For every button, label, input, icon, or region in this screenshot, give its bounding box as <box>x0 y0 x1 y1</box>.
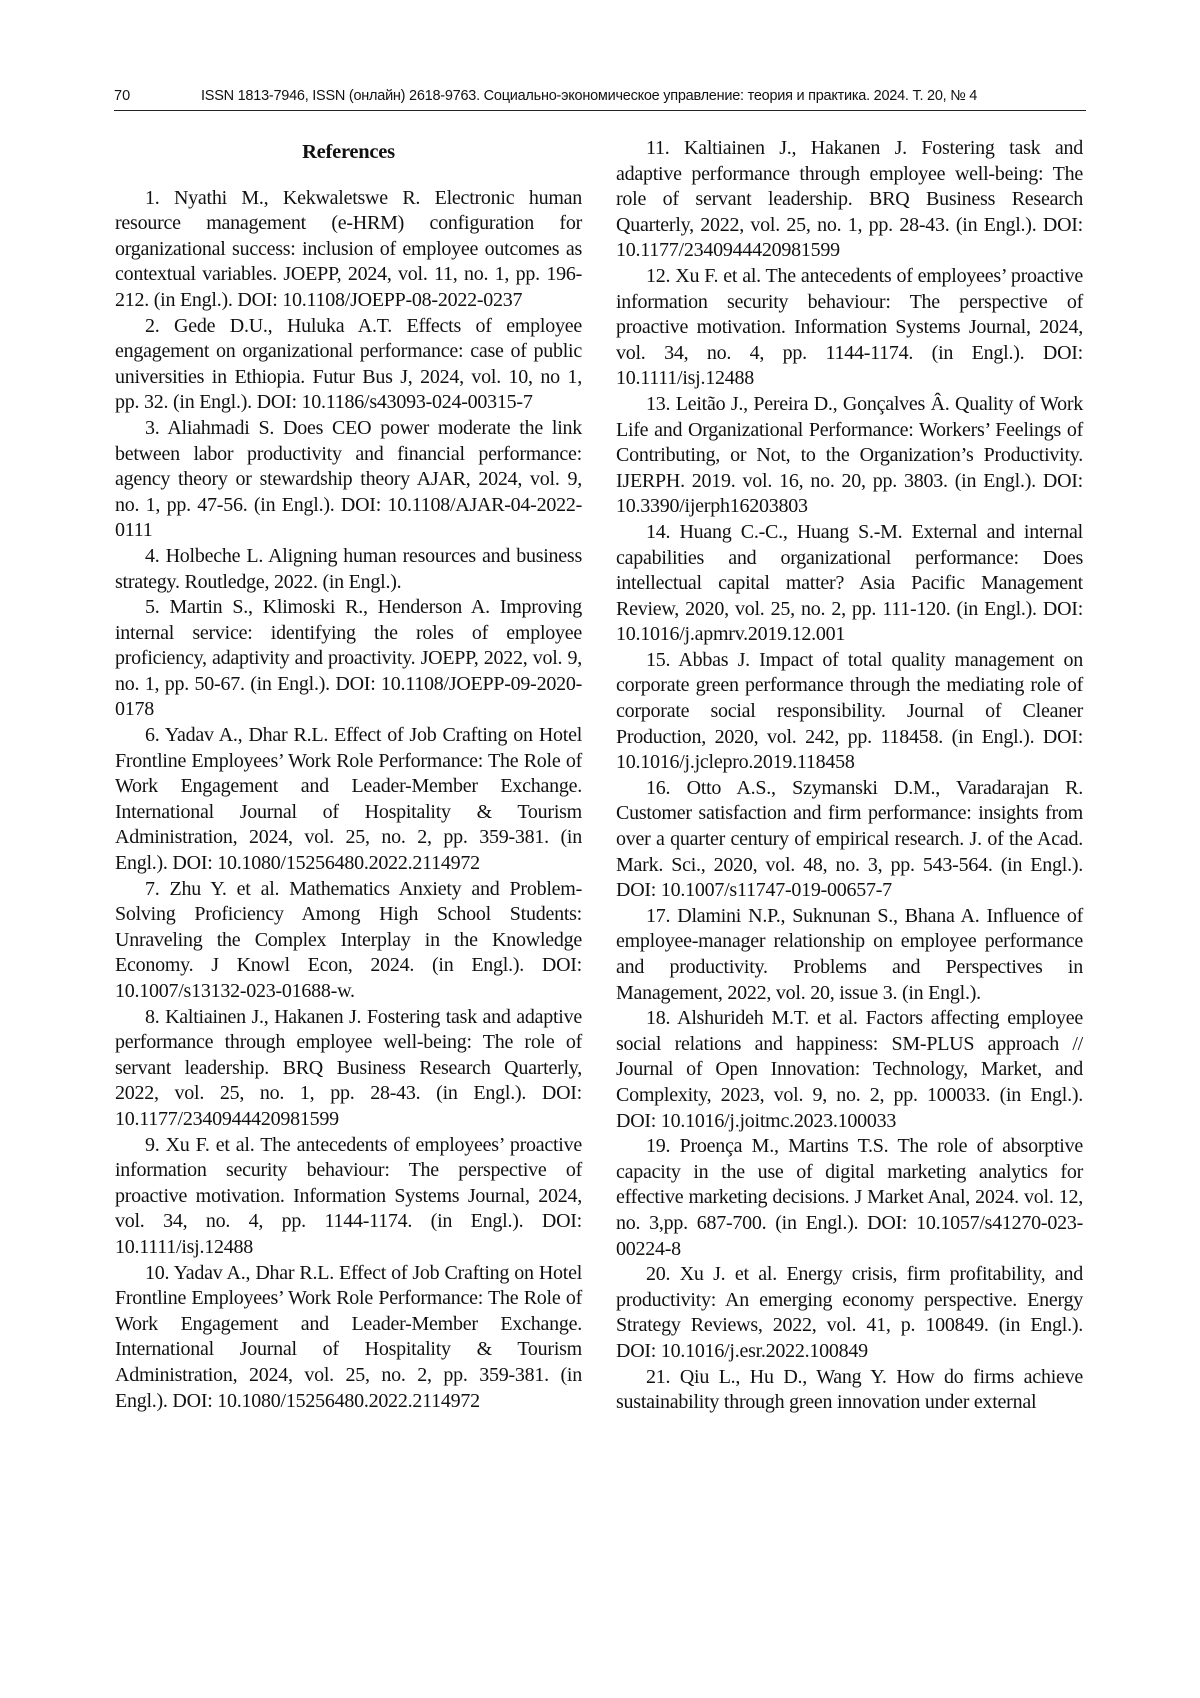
reference-item: 21. Qiu L., Hu D., Wang Y. How do firms achieve sustainability through green innovation under external <box>616 1365 1083 1414</box>
section-title: References <box>302 141 395 163</box>
reference-item: 18. Alshurideh M.T. et al. Factors affecting employee social relations and happiness: SM-PLUS approach // Journal of Open Innovation: Technology, Market, and Complexity, 2023, vol. 9, no. 2, pp. 100033. (in Engl.). DOI: 10.1016/j.joitmc.2023.100033 <box>616 1007 1083 1132</box>
reference-item: 19. Proença M., Martins T.S. The role of absorptive capacity in the use of digital marketing analytics for effective marketing decisions. J Market Anal, 2024. vol. 12, no. 3,pp. 687-700. (in Engl.). DOI: 10.1057/s41270-023-00224-8 <box>616 1135 1083 1260</box>
left-column <box>115 136 582 1414</box>
reference-item: 17. Dlamini N.P., Suknunan S., Bhana A. Influence of employee-manager relationship on employee performance and productivity. Problems and Perspectives in Management, 2022, vol. 20, issue 3. (in Engl.). <box>616 904 1083 1004</box>
reference-item: 3. Aliahmadi S. Does CEO power moderate the link between labor productivity and financial performance: agency theory or stewardship theory AJAR, 2024, vol. 9, no. 1, pp. 47-56. (in Engl.). DOI: 10.1108/AJAR-04-2022-0111 <box>115 416 582 542</box>
reference-item: 13. Leitão J., Pereira D., Gonçalves Â. Quality of Work Life and Organizational Performance: Workers’ Feelings of Contributing, or Not, to the Organization’s Productivity. IJERPH. 2019. vol. 16, no. 20, pp. 3803. (in Engl.). DOI: 10.3390/ijerph16203803 <box>616 392 1083 518</box>
right-column <box>616 136 1083 1416</box>
reference-item: 2. Gede D.U., Huluka A.T. Effects of employee engagement on organizational performance: case of public universities in Ethiopia. Futur Bus J, 2024, vol. 10, no 1, pp. 32. (in Engl.). DOI: 10.1186/s43093-024-00315-7 <box>115 314 582 414</box>
reference-item: 8. Kaltiainen J., Hakanen J. Fostering task and adaptive performance through employee well-being: The role of servant leadership. BRQ Business Research Quarterly, 2022, vol. 25, no. 1, pp. 28-43. (in Engl.). DOI: 10.1177/2340944420981599 <box>115 1005 582 1130</box>
journal-citation: ISSN 1813-7946, ISSN (онлайн) 2618-9763. Социально-экономическое управление: теория и практика. 2024. Т. 20, № 4 <box>201 88 978 104</box>
reference-item: 5. Martin S., Klimoski R., Henderson A. Improving internal service: identifying the roles of employee proficiency, adaptivity and proactivity. JOEPP, 2022, vol. 9, no. 1, pp. 50-67. (in Engl.). DOI: 10.1108/JOEPP-09-2020-0178 <box>115 596 582 721</box>
reference-item: 1. Nyathi M., Kekwaletswe R. Electronic human resource management (e-HRM) configuration for organizational success: inclusion of employee outcomes as contextual variables. JOEPP, 2024, vol. 11, no. 1, pp. 196-212. (in Engl.). DOI: 10.1108/JOEPP-08-2022-0237 <box>115 186 582 311</box>
reference-item: 6. Yadav A., Dhar R.L. Effect of Job Crafting on Hotel Frontline Employees’ Work Role Performance: The Role of Work Engagement and Leader-Member Exchange. International Journal of Hospitality & Tourism Administration, 2024, vol. 25, no. 2, pp. 359-381. (in Engl.). DOI: 10.1080/15256480.2022.2114972 <box>115 724 582 875</box>
reference-item: 14. Huang C.-C., Huang S.-M. External and internal capabilities and organizational performance: Does intellectual capital matter? Asia Pacific Management Review, 2020, vol. 25, no. 2, pp. 111-120. (in Engl.). DOI: 10.1016/j.apmrv.2019.12.001 <box>616 520 1083 646</box>
page-number: 70 <box>114 88 131 104</box>
reference-item: 12. Xu F. et al. The antecedents of employees’ proactive information security behaviour: The perspective of proactive motivation. Information Systems Journal, 2024, vol. 34, no. 4, pp. 1144-1174. (in Engl.). DOI: 10.1111/isj.12488 <box>616 264 1083 390</box>
reference-item: 9. Xu F. et al. The antecedents of employees’ proactive information security behaviour: The perspective of proactive motivation. Information Systems Journal, 2024, vol. 34, no. 4, pp. 1144-1174. (in Engl.). DOI: 10.1111/isj.12488 <box>115 1133 582 1258</box>
running-header <box>114 86 1086 111</box>
reference-item: 15. Abbas J. Impact of total quality management on corporate green performance through the mediating role of corporate social responsibility. Journal of Cleaner Production, 2020, vol. 242, pp. 118458. (in Engl.). DOI: 10.1016/j.jclepro.2019.118458 <box>616 648 1083 774</box>
reference-item: 10. Yadav A., Dhar R.L. Effect of Job Crafting on Hotel Frontline Employees’ Work Role Performance: The Role of Work Engagement and Leader-Member Exchange. International Journal of Hospitality & Tourism Administration, 2024, vol. 25, no. 2, pp. 359-381. (in Engl.). DOI: 10.1080/15256480.2022.2114972 <box>115 1261 582 1412</box>
reference-item: 4. Holbeche L. Aligning human resources and business strategy. Routledge, 2022. (in Engl.). <box>115 544 582 593</box>
reference-item: 7. Zhu Y. et al. Mathematics Anxiety and Problem-Solving Proficiency Among High School Students: Unraveling the Complex Interplay in the Knowledge Economy. J Knowl Econ, 2024. (in Engl.). DOI: 10.1007/s13132-023-01688-w. <box>115 877 582 1002</box>
reference-item: 20. Xu J. et al. Energy crisis, firm profitability, and productivity: An emerging economy perspective. Energy Strategy Reviews, 2022, vol. 41, p. 100849. (in Engl.). DOI: 10.1016/j.esr.2022.100849 <box>616 1263 1083 1362</box>
reference-item: 16. Otto A.S., Szymanski D.M., Varadarajan R. Customer satisfaction and firm performance: insights from over a quarter century of empirical research. J. of the Acad. Mark. Sci., 2020, vol. 48, no. 3, pp. 543-564. (in Engl.). DOI: 10.1007/s11747-019-00657-7 <box>616 776 1083 902</box>
reference-item: 11. Kaltiainen J., Hakanen J. Fostering task and adaptive performance through employee well-being: The role of servant leadership. BRQ Business Research Quarterly, 2022, vol. 25, no. 1, pp. 28-43. (in Engl.). DOI: 10.1177/2340944420981599 <box>616 137 1083 262</box>
